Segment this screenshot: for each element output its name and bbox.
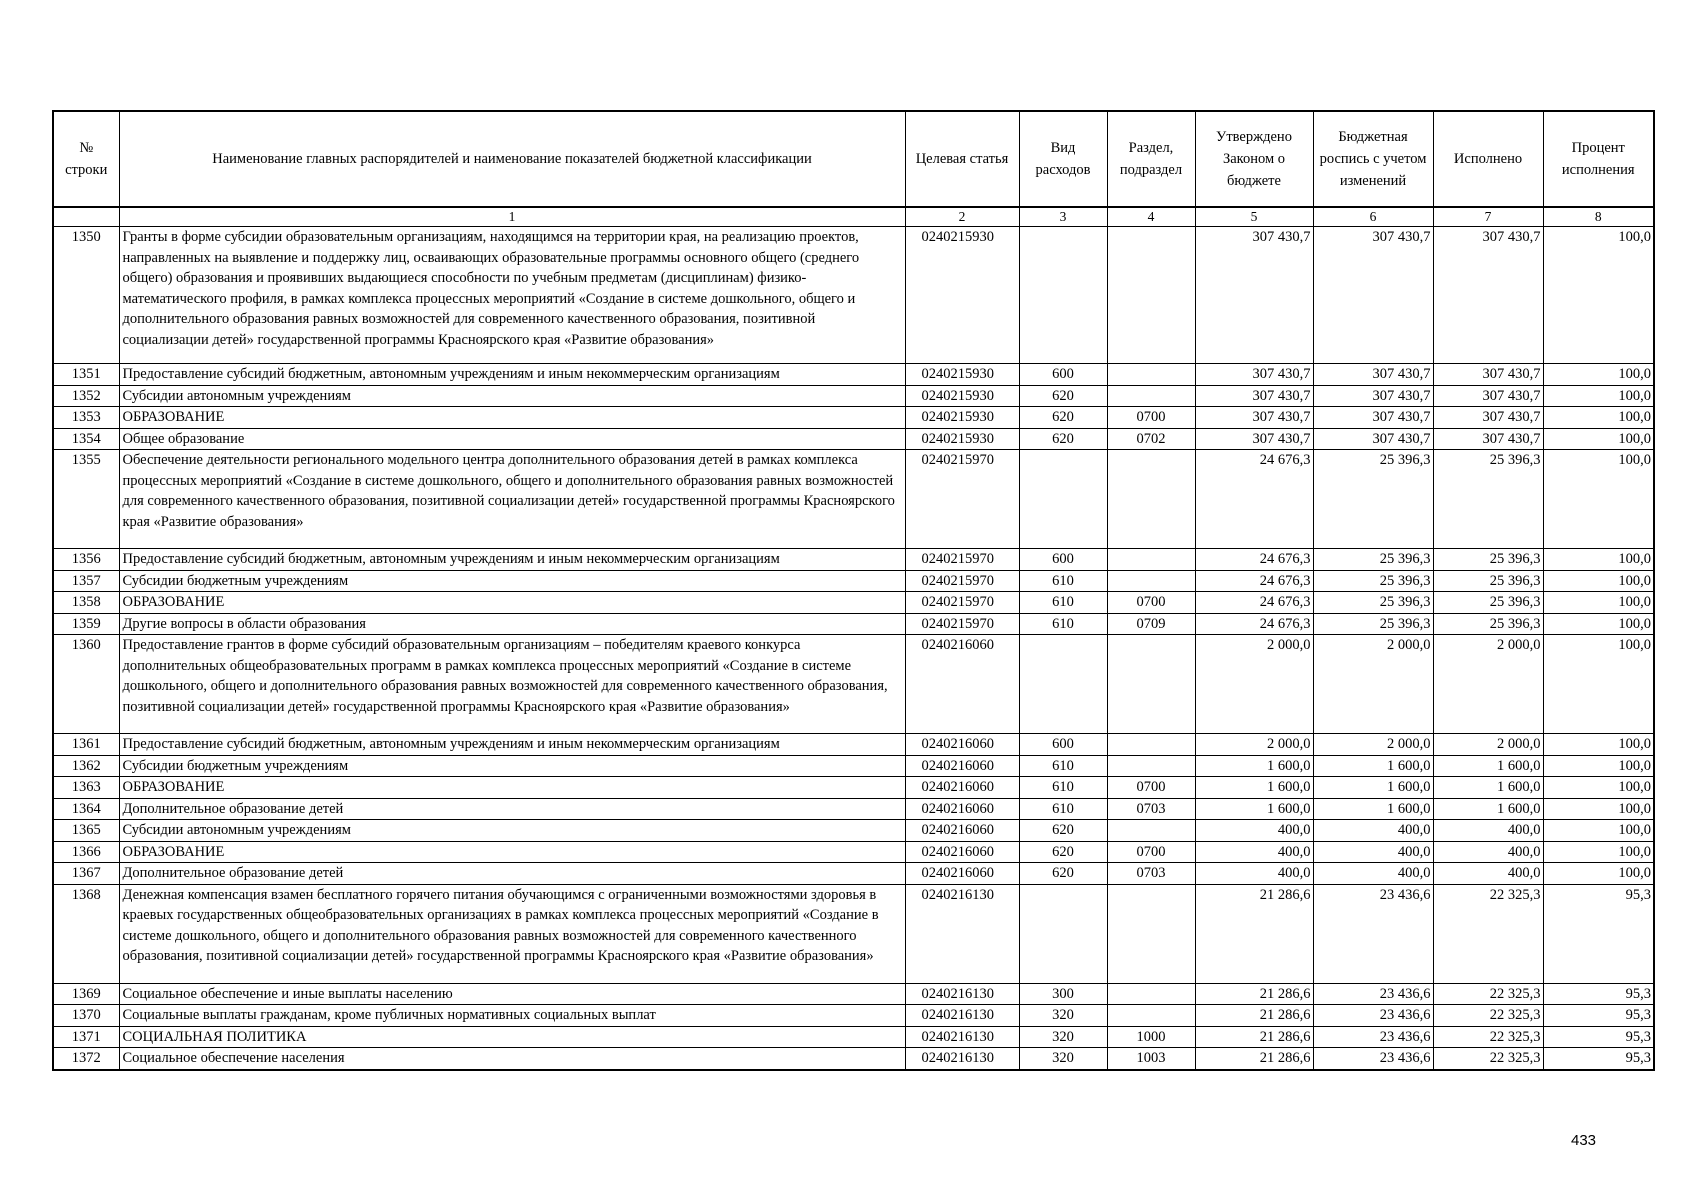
row-target-article: 0240216130 xyxy=(905,1026,1019,1048)
row-number: 1361 xyxy=(53,734,119,756)
row-name: Предоставление субсидий бюджетным, автономным учреждениям и иным некоммерческим организациям xyxy=(119,734,905,756)
table-row xyxy=(53,755,1654,777)
row-budget-list: 1 600,0 xyxy=(1313,755,1433,777)
row-section: 0700 xyxy=(1107,777,1195,799)
row-name: Предоставление субсидий бюджетным, автономным учреждениям и иным некоммерческим организациям xyxy=(119,364,905,386)
header-expense-type: Вид расходов xyxy=(1019,111,1107,207)
row-expense-type: 620 xyxy=(1019,428,1107,450)
header-row-number: № строки xyxy=(53,111,119,207)
row-percent: 100,0 xyxy=(1543,385,1654,407)
row-budget-list: 25 396,3 xyxy=(1313,450,1433,549)
row-executed: 25 396,3 xyxy=(1433,570,1543,592)
row-number: 1355 xyxy=(53,450,119,549)
row-executed: 2 000,0 xyxy=(1433,635,1543,734)
row-budget-list: 25 396,3 xyxy=(1313,613,1433,635)
row-budget-list: 400,0 xyxy=(1313,841,1433,863)
row-number: 1370 xyxy=(53,1005,119,1027)
row-executed: 400,0 xyxy=(1433,841,1543,863)
row-approved: 307 430,7 xyxy=(1195,385,1313,407)
row-section xyxy=(1107,570,1195,592)
row-name: СОЦИАЛЬНАЯ ПОЛИТИКА xyxy=(119,1026,905,1048)
row-approved: 400,0 xyxy=(1195,841,1313,863)
column-number: 7 xyxy=(1433,207,1543,227)
row-number: 1356 xyxy=(53,549,119,571)
row-number: 1359 xyxy=(53,613,119,635)
row-approved: 1 600,0 xyxy=(1195,755,1313,777)
row-percent: 100,0 xyxy=(1543,407,1654,429)
table-header-row xyxy=(53,111,1654,207)
row-section: 0700 xyxy=(1107,407,1195,429)
row-executed: 400,0 xyxy=(1433,820,1543,842)
column-number: 8 xyxy=(1543,207,1654,227)
row-budget-list: 307 430,7 xyxy=(1313,227,1433,364)
row-expense-type: 320 xyxy=(1019,1048,1107,1070)
row-section xyxy=(1107,734,1195,756)
row-percent: 100,0 xyxy=(1543,777,1654,799)
row-target-article: 0240216060 xyxy=(905,863,1019,885)
row-budget-list: 1 600,0 xyxy=(1313,798,1433,820)
header-percent: Процент исполнения xyxy=(1543,111,1654,207)
row-percent: 100,0 xyxy=(1543,613,1654,635)
row-target-article: 0240215970 xyxy=(905,549,1019,571)
row-section xyxy=(1107,820,1195,842)
header-target-article: Целевая статья xyxy=(905,111,1019,207)
table-row xyxy=(53,1048,1654,1070)
table-row xyxy=(53,385,1654,407)
row-number: 1366 xyxy=(53,841,119,863)
row-budget-list: 307 430,7 xyxy=(1313,364,1433,386)
row-executed: 22 325,3 xyxy=(1433,1048,1543,1070)
row-expense-type: 600 xyxy=(1019,734,1107,756)
row-name: Другие вопросы в области образования xyxy=(119,613,905,635)
row-expense-type xyxy=(1019,884,1107,983)
row-expense-type: 610 xyxy=(1019,613,1107,635)
row-percent: 100,0 xyxy=(1543,734,1654,756)
row-expense-type: 600 xyxy=(1019,549,1107,571)
header-executed: Исполнено xyxy=(1433,111,1543,207)
row-section: 0703 xyxy=(1107,863,1195,885)
row-budget-list: 307 430,7 xyxy=(1313,407,1433,429)
row-expense-type: 620 xyxy=(1019,407,1107,429)
row-executed: 25 396,3 xyxy=(1433,549,1543,571)
row-budget-list: 1 600,0 xyxy=(1313,777,1433,799)
row-section: 0702 xyxy=(1107,428,1195,450)
table-row xyxy=(53,549,1654,571)
row-number: 1357 xyxy=(53,570,119,592)
table-row xyxy=(53,428,1654,450)
row-budget-list: 23 436,6 xyxy=(1313,1048,1433,1070)
table-row xyxy=(53,820,1654,842)
row-percent: 100,0 xyxy=(1543,841,1654,863)
row-percent: 100,0 xyxy=(1543,863,1654,885)
row-name: ОБРАЗОВАНИЕ xyxy=(119,592,905,614)
budget-execution-table xyxy=(52,110,1655,1071)
row-budget-list: 307 430,7 xyxy=(1313,428,1433,450)
row-target-article: 0240216130 xyxy=(905,983,1019,1005)
row-approved: 400,0 xyxy=(1195,820,1313,842)
row-number: 1362 xyxy=(53,755,119,777)
row-expense-type: 620 xyxy=(1019,820,1107,842)
row-percent: 100,0 xyxy=(1543,428,1654,450)
row-name: Субсидии автономным учреждениям xyxy=(119,385,905,407)
row-target-article: 0240216130 xyxy=(905,1005,1019,1027)
row-name: Социальное обеспечение населения xyxy=(119,1048,905,1070)
table-row xyxy=(53,734,1654,756)
row-target-article: 0240215970 xyxy=(905,450,1019,549)
row-number: 1354 xyxy=(53,428,119,450)
row-percent: 100,0 xyxy=(1543,570,1654,592)
row-expense-type: 300 xyxy=(1019,983,1107,1005)
column-number: 5 xyxy=(1195,207,1313,227)
row-expense-type xyxy=(1019,227,1107,364)
row-section: 0700 xyxy=(1107,841,1195,863)
row-approved: 400,0 xyxy=(1195,863,1313,885)
row-name: ОБРАЗОВАНИЕ xyxy=(119,841,905,863)
row-approved: 307 430,7 xyxy=(1195,407,1313,429)
row-section xyxy=(1107,227,1195,364)
row-name: Предоставление грантов в форме субсидий образовательным организациям – победителям краевого конкурса дополнительных общеобразовательных программ в рамках комплекса процессных мероприятий «Создание в системе дошкольного, общего и дополнительного образования равных возможностей для современного качественного образования, позитивной социализации детей» государственной программы Красноярского края «Развитие образования» xyxy=(119,635,905,734)
row-expense-type: 610 xyxy=(1019,777,1107,799)
row-target-article: 0240215970 xyxy=(905,613,1019,635)
row-target-article: 0240215930 xyxy=(905,227,1019,364)
row-executed: 1 600,0 xyxy=(1433,798,1543,820)
row-section: 1003 xyxy=(1107,1048,1195,1070)
row-budget-list: 2 000,0 xyxy=(1313,635,1433,734)
table-row xyxy=(53,364,1654,386)
row-approved: 24 676,3 xyxy=(1195,592,1313,614)
table-row xyxy=(53,841,1654,863)
row-target-article: 0240215970 xyxy=(905,592,1019,614)
row-number: 1350 xyxy=(53,227,119,364)
row-section xyxy=(1107,755,1195,777)
row-target-article: 0240216060 xyxy=(905,635,1019,734)
table-row xyxy=(53,863,1654,885)
row-approved: 21 286,6 xyxy=(1195,1048,1313,1070)
row-name: Дополнительное образование детей xyxy=(119,798,905,820)
row-budget-list: 400,0 xyxy=(1313,863,1433,885)
row-percent: 95,3 xyxy=(1543,884,1654,983)
row-budget-list: 25 396,3 xyxy=(1313,549,1433,571)
row-name: Обеспечение деятельности регионального модельного центра дополнительного образования детей в рамках комплекса процессных мероприятий «Создание в системе дошкольного, общего и дополнительного образования равных возможностей для современного качественного образования, позитивной социализации детей» государственной программы Красноярского края «Развитие образования» xyxy=(119,450,905,549)
row-percent: 100,0 xyxy=(1543,820,1654,842)
row-executed: 307 430,7 xyxy=(1433,364,1543,386)
row-approved: 307 430,7 xyxy=(1195,364,1313,386)
row-expense-type: 620 xyxy=(1019,841,1107,863)
row-percent: 100,0 xyxy=(1543,227,1654,364)
column-number xyxy=(53,207,119,227)
row-approved: 21 286,6 xyxy=(1195,1026,1313,1048)
row-executed: 1 600,0 xyxy=(1433,755,1543,777)
row-section xyxy=(1107,385,1195,407)
row-target-article: 0240216130 xyxy=(905,1048,1019,1070)
row-section: 1000 xyxy=(1107,1026,1195,1048)
row-section: 0709 xyxy=(1107,613,1195,635)
row-name: Денежная компенсация взамен бесплатного горячего питания обучающимся с ограниченными возможностями здоровья в краевых государственных общеобразовательных организациях в рамках комплекса процессных мероприятий «Создание в системе дошкольного, общего и дополнительного образования равных возможностей для современного качественного образования, позитивной социализации детей» государственной программы Красноярского края «Развитие образования» xyxy=(119,884,905,983)
budget-table-sheet xyxy=(52,110,1653,1071)
row-target-article: 0240216060 xyxy=(905,841,1019,863)
row-expense-type: 610 xyxy=(1019,570,1107,592)
row-approved: 21 286,6 xyxy=(1195,884,1313,983)
row-name: Дополнительное образование детей xyxy=(119,863,905,885)
row-percent: 95,3 xyxy=(1543,1005,1654,1027)
row-executed: 25 396,3 xyxy=(1433,450,1543,549)
row-approved: 24 676,3 xyxy=(1195,549,1313,571)
row-approved: 1 600,0 xyxy=(1195,798,1313,820)
row-expense-type: 600 xyxy=(1019,364,1107,386)
row-approved: 307 430,7 xyxy=(1195,428,1313,450)
row-number: 1352 xyxy=(53,385,119,407)
row-budget-list: 23 436,6 xyxy=(1313,1005,1433,1027)
column-number: 4 xyxy=(1107,207,1195,227)
column-number: 1 xyxy=(119,207,905,227)
row-percent: 100,0 xyxy=(1543,592,1654,614)
row-expense-type: 620 xyxy=(1019,385,1107,407)
row-executed: 1 600,0 xyxy=(1433,777,1543,799)
row-approved: 21 286,6 xyxy=(1195,1005,1313,1027)
table-row xyxy=(53,983,1654,1005)
row-percent: 100,0 xyxy=(1543,450,1654,549)
row-expense-type xyxy=(1019,635,1107,734)
row-percent: 100,0 xyxy=(1543,635,1654,734)
column-numbers-row xyxy=(53,207,1654,227)
table-row xyxy=(53,777,1654,799)
row-budget-list: 307 430,7 xyxy=(1313,385,1433,407)
row-number: 1365 xyxy=(53,820,119,842)
row-name: Социальное обеспечение и иные выплаты населению xyxy=(119,983,905,1005)
row-number: 1360 xyxy=(53,635,119,734)
row-executed: 2 000,0 xyxy=(1433,734,1543,756)
row-expense-type: 320 xyxy=(1019,1026,1107,1048)
row-name: Субсидии автономным учреждениям xyxy=(119,820,905,842)
row-name: Субсидии бюджетным учреждениям xyxy=(119,755,905,777)
row-target-article: 0240216130 xyxy=(905,884,1019,983)
row-number: 1369 xyxy=(53,983,119,1005)
row-executed: 25 396,3 xyxy=(1433,613,1543,635)
table-row xyxy=(53,798,1654,820)
row-number: 1368 xyxy=(53,884,119,983)
row-section xyxy=(1107,364,1195,386)
row-number: 1358 xyxy=(53,592,119,614)
row-number: 1364 xyxy=(53,798,119,820)
table-row xyxy=(53,570,1654,592)
row-target-article: 0240216060 xyxy=(905,798,1019,820)
table-row xyxy=(53,1026,1654,1048)
row-target-article: 0240216060 xyxy=(905,777,1019,799)
table-row xyxy=(53,227,1654,364)
row-target-article: 0240216060 xyxy=(905,820,1019,842)
row-number: 1371 xyxy=(53,1026,119,1048)
row-percent: 100,0 xyxy=(1543,364,1654,386)
row-section xyxy=(1107,635,1195,734)
row-target-article: 0240215930 xyxy=(905,364,1019,386)
row-executed: 25 396,3 xyxy=(1433,592,1543,614)
row-target-article: 0240215930 xyxy=(905,385,1019,407)
row-section xyxy=(1107,884,1195,983)
row-number: 1367 xyxy=(53,863,119,885)
row-target-article: 0240215970 xyxy=(905,570,1019,592)
row-executed: 307 430,7 xyxy=(1433,385,1543,407)
row-section xyxy=(1107,549,1195,571)
page-number: 433 xyxy=(1571,1132,1597,1149)
row-budget-list: 23 436,6 xyxy=(1313,884,1433,983)
row-percent: 95,3 xyxy=(1543,1026,1654,1048)
row-expense-type: 610 xyxy=(1019,755,1107,777)
table-row xyxy=(53,884,1654,983)
row-percent: 100,0 xyxy=(1543,755,1654,777)
row-executed: 22 325,3 xyxy=(1433,1005,1543,1027)
column-number: 6 xyxy=(1313,207,1433,227)
row-budget-list: 25 396,3 xyxy=(1313,592,1433,614)
row-approved: 24 676,3 xyxy=(1195,450,1313,549)
header-section: Раздел, подраздел xyxy=(1107,111,1195,207)
row-approved: 21 286,6 xyxy=(1195,983,1313,1005)
column-number: 2 xyxy=(905,207,1019,227)
table-row xyxy=(53,1005,1654,1027)
row-name: ОБРАЗОВАНИЕ xyxy=(119,777,905,799)
header-approved: Утверждено Законом о бюджете xyxy=(1195,111,1313,207)
row-budget-list: 400,0 xyxy=(1313,820,1433,842)
row-executed: 22 325,3 xyxy=(1433,983,1543,1005)
row-expense-type: 610 xyxy=(1019,798,1107,820)
row-executed: 22 325,3 xyxy=(1433,884,1543,983)
row-budget-list: 25 396,3 xyxy=(1313,570,1433,592)
row-percent: 95,3 xyxy=(1543,983,1654,1005)
row-name: Социальные выплаты гражданам, кроме публичных нормативных социальных выплат xyxy=(119,1005,905,1027)
table-row xyxy=(53,635,1654,734)
row-executed: 307 430,7 xyxy=(1433,407,1543,429)
header-name: Наименование главных распорядителей и наименование показателей бюджетной классификации xyxy=(119,111,905,207)
row-target-article: 0240216060 xyxy=(905,734,1019,756)
column-number: 3 xyxy=(1019,207,1107,227)
row-section: 0700 xyxy=(1107,592,1195,614)
row-number: 1351 xyxy=(53,364,119,386)
row-percent: 100,0 xyxy=(1543,549,1654,571)
row-section xyxy=(1107,450,1195,549)
table-row xyxy=(53,592,1654,614)
row-name: Общее образование xyxy=(119,428,905,450)
row-approved: 2 000,0 xyxy=(1195,635,1313,734)
row-name: Гранты в форме субсидии образовательным организациям, находящимся на территории края, на реализацию проектов, направленных на выявление и поддержку лиц, осваивающих образовательные программы основного общего (среднего общего) образования и проявивших выдающиеся способности по учебным предметам (дисциплинам) физико-математического профиля, в рамках комплекса процессных мероприятий «Создание в системе дошкольного, общего и дополнительного образования равных возможностей для современного качественного образования, позитивной социализации детей» государственной программы Красноярского края «Развитие образования» xyxy=(119,227,905,364)
row-approved: 24 676,3 xyxy=(1195,613,1313,635)
row-expense-type: 610 xyxy=(1019,592,1107,614)
row-percent: 100,0 xyxy=(1543,798,1654,820)
row-approved: 24 676,3 xyxy=(1195,570,1313,592)
row-name: ОБРАЗОВАНИЕ xyxy=(119,407,905,429)
row-executed: 307 430,7 xyxy=(1433,428,1543,450)
row-executed: 307 430,7 xyxy=(1433,227,1543,364)
row-approved: 1 600,0 xyxy=(1195,777,1313,799)
row-name: Предоставление субсидий бюджетным, автономным учреждениям и иным некоммерческим организациям xyxy=(119,549,905,571)
row-expense-type xyxy=(1019,450,1107,549)
row-target-article: 0240216060 xyxy=(905,755,1019,777)
row-target-article: 0240215930 xyxy=(905,428,1019,450)
row-approved: 2 000,0 xyxy=(1195,734,1313,756)
row-budget-list: 2 000,0 xyxy=(1313,734,1433,756)
row-number: 1372 xyxy=(53,1048,119,1070)
table-row xyxy=(53,450,1654,549)
row-section xyxy=(1107,1005,1195,1027)
row-section xyxy=(1107,983,1195,1005)
row-expense-type: 620 xyxy=(1019,863,1107,885)
row-executed: 400,0 xyxy=(1433,863,1543,885)
row-number: 1353 xyxy=(53,407,119,429)
row-executed: 22 325,3 xyxy=(1433,1026,1543,1048)
row-approved: 307 430,7 xyxy=(1195,227,1313,364)
row-percent: 95,3 xyxy=(1543,1048,1654,1070)
table-row xyxy=(53,407,1654,429)
table-row xyxy=(53,613,1654,635)
row-name: Субсидии бюджетным учреждениям xyxy=(119,570,905,592)
row-budget-list: 23 436,6 xyxy=(1313,983,1433,1005)
row-section: 0703 xyxy=(1107,798,1195,820)
row-budget-list: 23 436,6 xyxy=(1313,1026,1433,1048)
row-number: 1363 xyxy=(53,777,119,799)
table-body xyxy=(53,227,1654,1070)
header-budget-list: Бюджетная роспись с учетом изменений xyxy=(1313,111,1433,207)
row-target-article: 0240215930 xyxy=(905,407,1019,429)
row-expense-type: 320 xyxy=(1019,1005,1107,1027)
